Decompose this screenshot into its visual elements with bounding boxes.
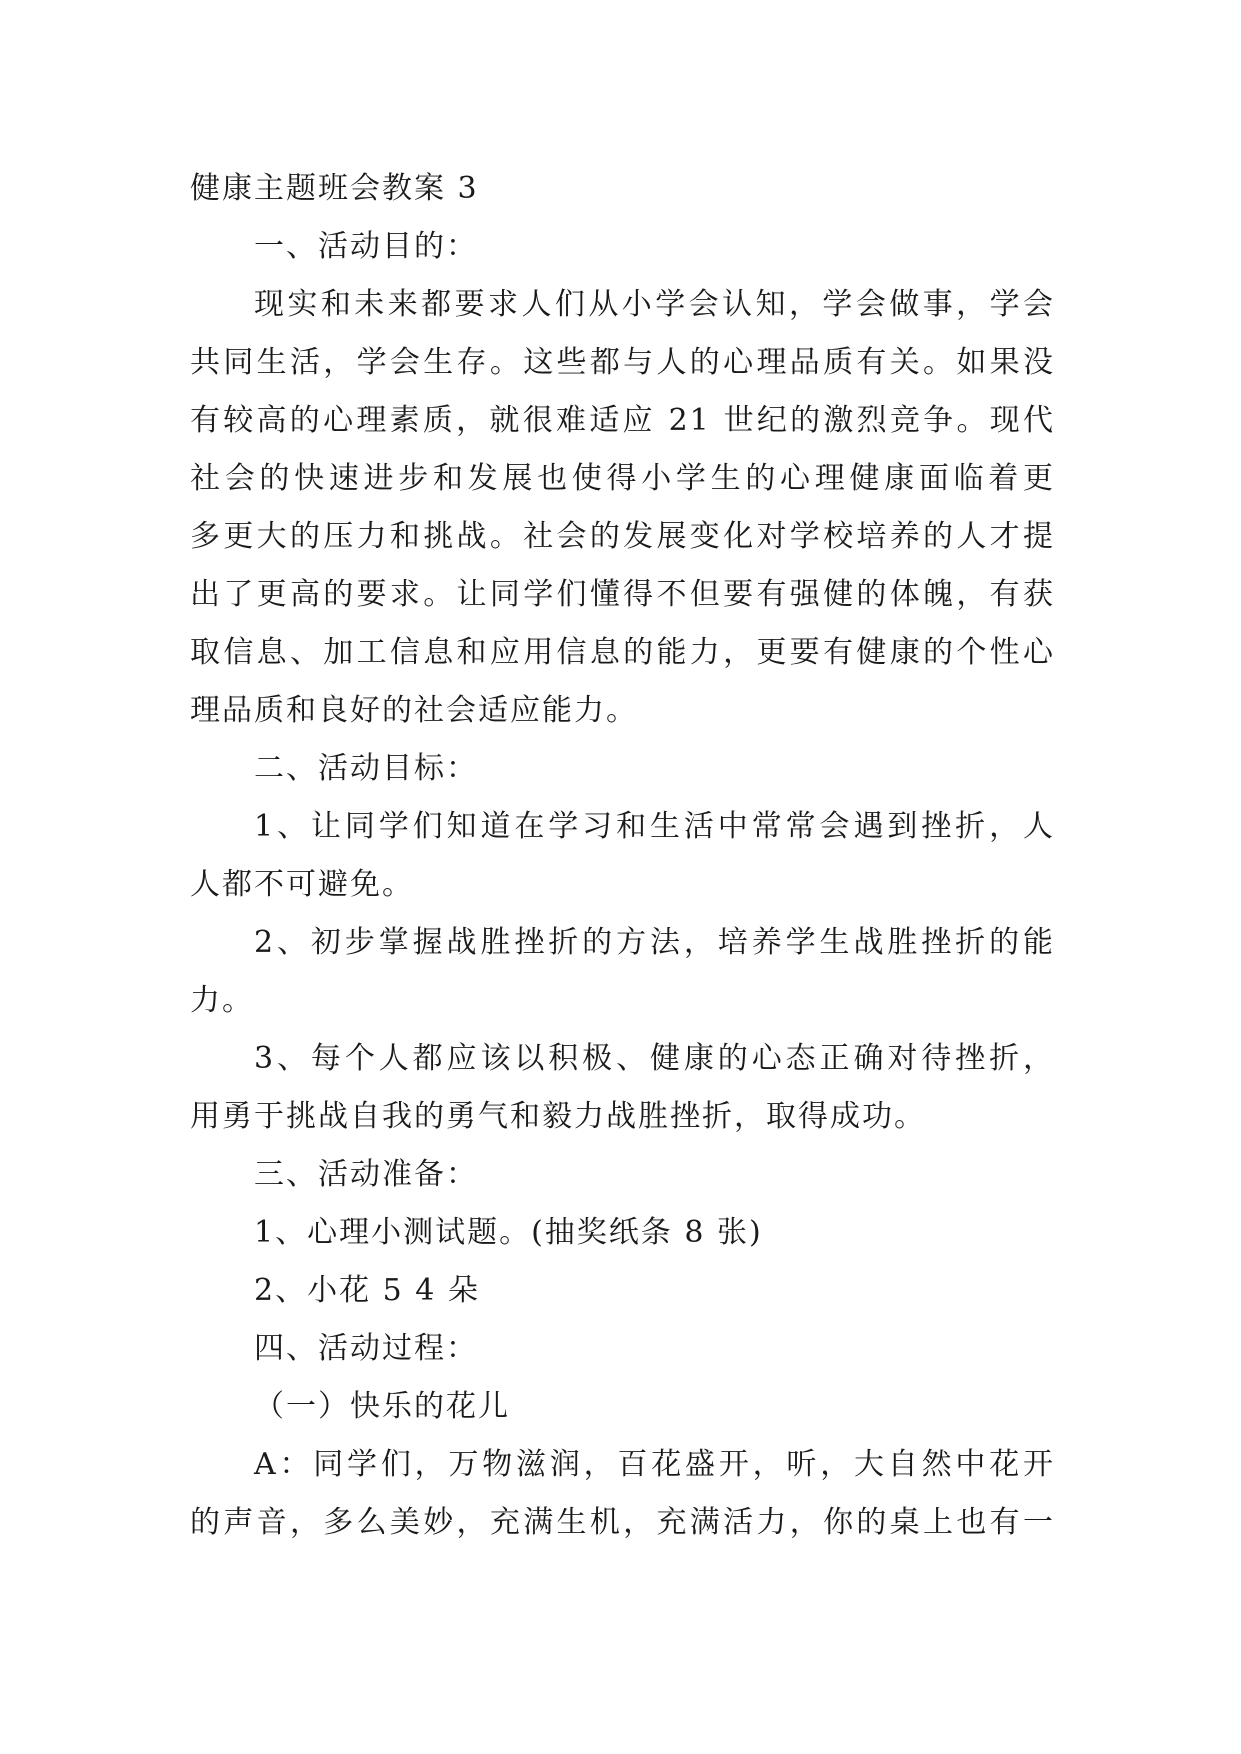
text-line: 2、初步掌握战胜挫折的方法，培养学生战胜挫折的能 <box>254 925 1055 960</box>
text-line: 社会的快速进步和发展也使得小学生的心理健康面临着更 <box>190 461 1055 496</box>
text-line: 出了更高的要求。让同学们懂得不但要有强健的体魄，有获 <box>190 577 1055 612</box>
text-line: 一、活动目的： <box>254 229 478 264</box>
text-line: 1、让同学们知道在学习和生活中常常会遇到挫折，人 <box>254 809 1055 844</box>
text-line: 三、活动准备： <box>254 1157 478 1192</box>
text-line: 二、活动目标： <box>254 751 478 786</box>
text-line: 有较高的心理素质，就很难适应 21 世纪的激烈竞争。现代 <box>190 403 1055 438</box>
text-line: 3、每个人都应该以积极、健康的心态正确对待挫折， <box>254 1041 1055 1076</box>
text-line: 2、小花 5 4 朵 <box>254 1273 480 1308</box>
text-line: 1、心理小测试题。(抽奖纸条 8 张) <box>254 1215 763 1250</box>
text-line: 的声音，多么美妙，充满生机，充满活力，你的桌上也有一 <box>190 1505 1055 1540</box>
text-line: 现实和未来都要求人们从小学会认知，学会做事，学会 <box>254 287 1055 322</box>
text-line: 共同生活，学会生存。这些都与人的心理品质有关。如果没 <box>190 345 1055 380</box>
text-line: 四、活动过程： <box>254 1331 478 1366</box>
document-title: 健康主题班会教案 3 <box>190 171 479 206</box>
document-body <box>190 160 1055 1552</box>
text-line: 多更大的压力和挑战。社会的发展变化对学校培养的人才提 <box>190 519 1055 554</box>
text-line: 取信息、加工信息和应用信息的能力，更要有健康的个性心 <box>190 635 1055 670</box>
text-line: 人都不可避免。 <box>190 867 414 902</box>
text-line: 力。 <box>190 983 254 1018</box>
text-line: A：同学们，万物滋润，百花盛开，听，大自然中花开 <box>254 1447 1055 1482</box>
text-line: 用勇于挑战自我的勇气和毅力战胜挫折，取得成功。 <box>190 1099 926 1134</box>
text-line: （一）快乐的花儿 <box>254 1389 510 1424</box>
text-line: 理品质和良好的社会适应能力。 <box>190 693 638 728</box>
